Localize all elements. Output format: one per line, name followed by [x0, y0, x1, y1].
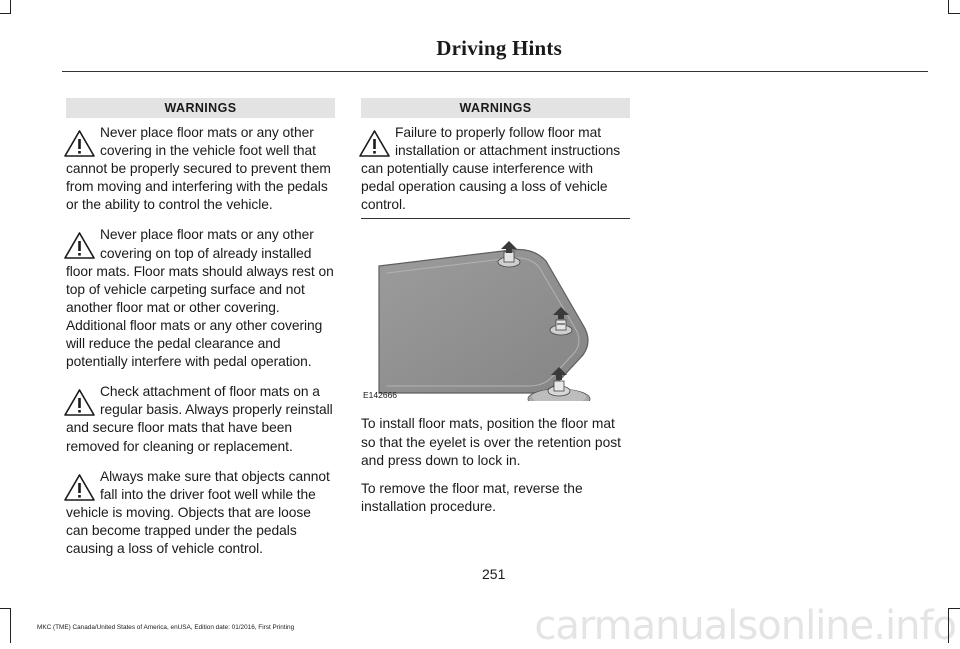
crop-mark	[0, 13, 11, 14]
floor-mat-illustration	[361, 241, 630, 401]
warnings-heading: WARNINGS	[361, 98, 630, 118]
footer-text: MKC (TME) Canada/United States of America, enUSA, Edition date: 01/2016, First Printing	[37, 624, 295, 631]
page-number: 251	[482, 566, 506, 582]
right-column	[361, 98, 630, 526]
warning-text: Failure to properly follow floor mat installation or attachment instructions can potentially cause interference with pedal operation causing a loss of vehicle control.	[361, 125, 621, 213]
crop-mark	[948, 0, 949, 14]
warning-text: Never place floor mats or any other covering in the vehicle foot well that cannot be properly secured to prevent them from moving and interfering with the pedals or the ability to control the vehicle.	[66, 125, 331, 213]
warning-triangle-icon	[358, 128, 391, 159]
crop-mark	[10, 608, 11, 643]
left-column	[66, 98, 335, 570]
warning-text: Always make sure that objects cannot fall into the driver foot well while the vehicle is moving. Objects that are loose can become trapped under the pedals causing a loss of vehicle control.	[66, 468, 330, 556]
warning-triangle-icon	[63, 472, 96, 503]
install-paragraph: To install floor mats, position the floor mat so that the eyelet is over the retention post and press down to lock in.	[361, 416, 621, 468]
crop-mark	[10, 0, 11, 14]
illustration-code: E142666	[363, 390, 398, 401]
page-title: Driving Hints	[436, 36, 562, 60]
warning-item	[66, 124, 335, 214]
warning-item	[361, 124, 630, 214]
warnings-end-rule	[361, 218, 630, 219]
remove-paragraph: To remove the floor mat, reverse the installation procedure.	[361, 480, 583, 514]
header-rule	[62, 71, 928, 72]
crop-mark	[0, 608, 11, 609]
warning-triangle-icon	[63, 387, 96, 418]
warning-item	[66, 226, 335, 371]
warning-triangle-icon	[63, 128, 96, 159]
warning-item	[66, 468, 335, 558]
floor-mat-retention-illustration-icon	[361, 241, 630, 401]
warning-triangle-icon	[63, 230, 96, 261]
warning-text: Never place floor mats or any other covering on top of already installed floor mats. Floor mats should always rest on top of vehicle carpeting surface and not another floor mat or other covering. Additional floor mats or any other covering will reduce the pedal clearance and potentially interfere with pedal operation.	[66, 227, 334, 370]
warnings-heading: WARNINGS	[66, 98, 335, 118]
crop-mark	[948, 13, 960, 14]
warning-text: Check attachment of floor mats on a regular basis. Always properly reinstall and secure floor mats that have been removed for cleaning or replacement.	[66, 384, 333, 454]
watermark: carmanualsonline.info	[534, 603, 956, 649]
warning-item	[66, 383, 335, 455]
